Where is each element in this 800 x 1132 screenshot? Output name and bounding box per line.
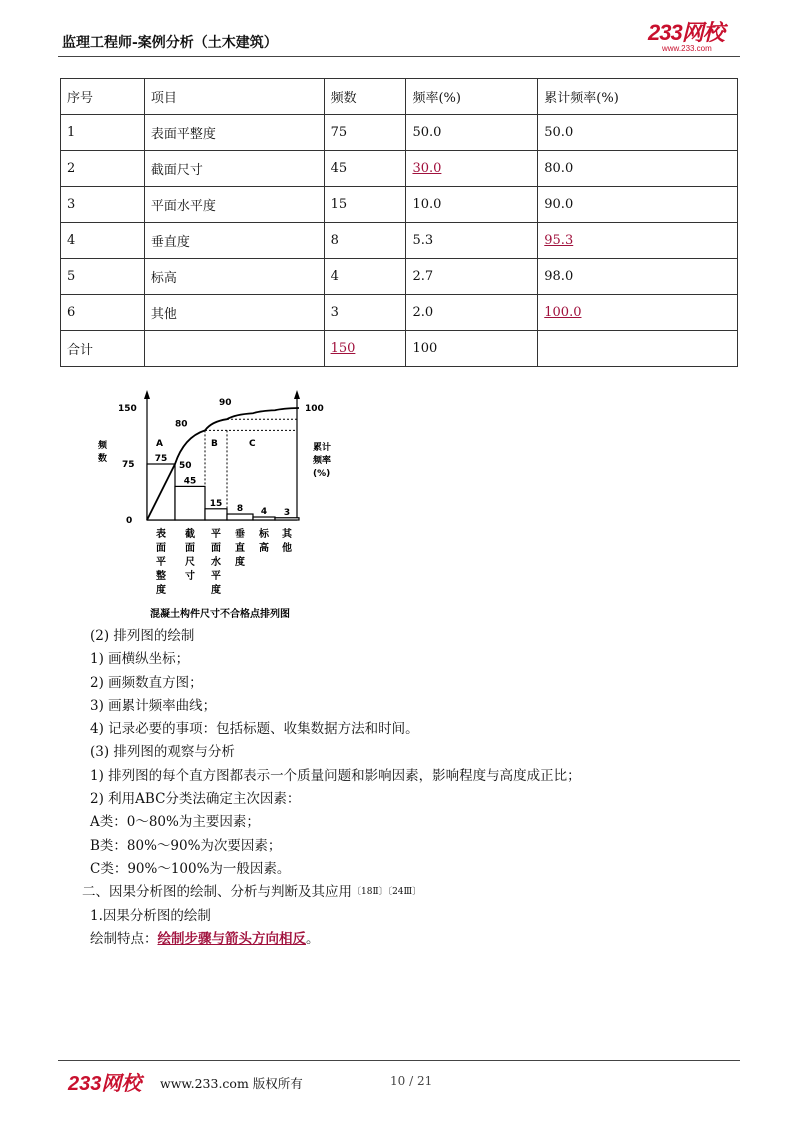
table-cell bbox=[538, 223, 738, 259]
zone-a-label: A bbox=[156, 439, 163, 450]
curve-label-80: 80 bbox=[175, 419, 188, 430]
emphasized-text: 绘制步骤与箭头方向相反 bbox=[157, 930, 306, 947]
table-cell: 截面尺寸 bbox=[144, 151, 324, 187]
text-line: 1.因果分析图的绘制 bbox=[90, 907, 211, 924]
x-tick-label-char: 平 bbox=[211, 571, 221, 582]
table-cell: 2.0 bbox=[406, 295, 538, 331]
bar-6 bbox=[275, 518, 299, 520]
table-cell bbox=[324, 331, 406, 367]
table-cell: 2.7 bbox=[406, 259, 538, 295]
table-row bbox=[61, 295, 738, 331]
curve-label-90: 90 bbox=[219, 398, 232, 409]
bar-2 bbox=[175, 486, 205, 520]
table-header-cell: 频数 bbox=[324, 79, 406, 115]
text-line: 1) 画横纵坐标； bbox=[90, 651, 190, 668]
footer-divider bbox=[58, 1060, 740, 1061]
zone-b-label: B bbox=[211, 439, 218, 450]
table-cell: 8 bbox=[324, 223, 406, 259]
x-tick-label-char: 标 bbox=[259, 529, 269, 540]
bar-5 bbox=[253, 517, 275, 520]
table-cell: 1 bbox=[61, 115, 145, 151]
brand-logo-text: 233网校 bbox=[648, 20, 724, 45]
exam-tag: 〔18Ⅱ〕〔24Ⅲ〕 bbox=[352, 887, 422, 898]
table-row bbox=[61, 259, 738, 295]
highlighted-value: 95.3 bbox=[544, 233, 574, 248]
y-tick-0: 0 bbox=[126, 516, 133, 526]
pareto-chart bbox=[98, 390, 340, 625]
table-cell: 75 bbox=[324, 115, 406, 151]
table-cell: 表面平整度 bbox=[144, 115, 324, 151]
table-cell: 垂直度 bbox=[144, 223, 324, 259]
bar-value-label: 8 bbox=[236, 504, 244, 515]
table-row bbox=[61, 223, 738, 259]
y-tick-right-100: 100 bbox=[305, 404, 324, 414]
table-header-row bbox=[61, 79, 738, 115]
right-axis-label-line: 频率 bbox=[313, 456, 332, 466]
text-line: 2) 画频数直方图； bbox=[90, 674, 203, 691]
highlighted-value: 30.0 bbox=[412, 161, 442, 176]
right-axis-arrow bbox=[294, 390, 300, 399]
table-cell: 50.0 bbox=[406, 115, 538, 151]
table-header-cell: 频率(%) bbox=[406, 79, 538, 115]
table-cell: 10.0 bbox=[406, 187, 538, 223]
text-line: 4) 记录必要的事项：包括标题、收集数据方法和时间。 bbox=[90, 721, 419, 738]
bar-value-label: 4 bbox=[260, 507, 268, 518]
table-cell: 100 bbox=[406, 331, 538, 367]
zone-c-label: C bbox=[249, 439, 256, 450]
page-header-title: 监理工程师-案例分析（土木建筑） bbox=[62, 35, 278, 51]
footer-logo: 233网校 bbox=[68, 1073, 142, 1095]
x-tick-label-char: 面 bbox=[156, 543, 166, 554]
x-tick-label-char: 整 bbox=[156, 571, 166, 582]
x-tick-label-char: 水 bbox=[211, 557, 221, 568]
text-line: B类：80%～90%为次要因素； bbox=[90, 837, 282, 854]
table-cell: 合计 bbox=[61, 331, 145, 367]
text-line: 2) 利用ABC分类法确定主次因素： bbox=[90, 791, 301, 808]
body-text bbox=[82, 625, 581, 951]
y-axis-label-char: 频 bbox=[98, 441, 108, 451]
table-header-cell: 累计频率(%) bbox=[538, 79, 738, 115]
header-divider bbox=[58, 56, 740, 57]
bar-3 bbox=[205, 509, 227, 520]
table-cell: 平面水平度 bbox=[144, 187, 324, 223]
x-tick-label-char: 表 bbox=[156, 529, 166, 540]
pareto-data-table bbox=[60, 78, 738, 367]
text-line: C类：90%～100%为一般因素。 bbox=[90, 860, 291, 877]
table-cell: 4 bbox=[324, 259, 406, 295]
section-heading-text: 二、因果分析图的绘制、分析与判断及其应用 bbox=[82, 884, 352, 901]
table-cell: 2 bbox=[61, 151, 145, 187]
x-tick-label-char: 高 bbox=[259, 543, 269, 554]
table-row bbox=[61, 151, 738, 187]
table-cell: 3 bbox=[324, 295, 406, 331]
table-cell bbox=[406, 151, 538, 187]
table-cell: 标高 bbox=[144, 259, 324, 295]
table-header-cell: 项目 bbox=[144, 79, 324, 115]
table-cell: 45 bbox=[324, 151, 406, 187]
x-tick-label-char: 直 bbox=[235, 543, 245, 554]
table-cell: 5 bbox=[61, 259, 145, 295]
highlighted-value: 100.0 bbox=[544, 305, 582, 320]
text-line: 1) 排列图的每个直方图都表示一个质量问题和影响因素，影响程度与高度成正比； bbox=[90, 767, 581, 784]
table-row bbox=[61, 331, 738, 367]
table-row bbox=[61, 115, 738, 151]
x-tick-label-char: 度 bbox=[156, 585, 166, 596]
x-tick-label-char: 其 bbox=[282, 529, 292, 540]
chart-title: 混凝土构件尺寸不合格点排列图 bbox=[150, 609, 290, 620]
x-tick-label-char: 面 bbox=[211, 543, 221, 554]
brand-logo bbox=[648, 22, 738, 52]
x-tick-label-char: 尺 bbox=[185, 557, 195, 568]
text-prefix: 绘制特点： bbox=[90, 930, 158, 947]
table-cell: 80.0 bbox=[538, 151, 738, 187]
y-axis-label-char: 数 bbox=[98, 454, 108, 464]
brand-logo-url: www.233.com bbox=[662, 44, 712, 53]
table-cell bbox=[538, 295, 738, 331]
curve-label-50: 50 bbox=[179, 461, 192, 471]
x-tick-label-char: 平 bbox=[211, 529, 221, 540]
table-header-cell: 序号 bbox=[61, 79, 145, 115]
text-line: (2) 排列图的绘制 bbox=[90, 628, 195, 644]
x-tick-label-char: 面 bbox=[185, 543, 195, 554]
table-cell: 3 bbox=[61, 187, 145, 223]
x-tick-label-char: 度 bbox=[211, 585, 221, 596]
table-cell: 90.0 bbox=[538, 187, 738, 223]
highlighted-value: 150 bbox=[330, 341, 356, 356]
text-line: A类：0～80%为主要因素； bbox=[90, 814, 260, 831]
page-number: 10 / 21 bbox=[390, 1074, 433, 1088]
table-cell bbox=[144, 331, 324, 367]
right-axis-label-line: (%) bbox=[313, 469, 331, 479]
x-tick-label-char: 度 bbox=[235, 557, 245, 568]
table-cell bbox=[538, 331, 738, 367]
table-row bbox=[61, 187, 738, 223]
text-line: 3) 画累计频率曲线； bbox=[90, 697, 217, 714]
bar-value-label: 45 bbox=[183, 476, 197, 487]
table-cell: 50.0 bbox=[538, 115, 738, 151]
footer-copyright: www.233.com 版权所有 bbox=[160, 1076, 303, 1091]
right-axis-label-line: 累计 bbox=[313, 443, 332, 453]
text-line bbox=[90, 928, 581, 951]
x-tick-label-char: 垂 bbox=[235, 529, 245, 540]
y-tick-75: 75 bbox=[122, 460, 135, 470]
table-cell: 4 bbox=[61, 223, 145, 259]
table-cell: 5.3 bbox=[406, 223, 538, 259]
bar-4 bbox=[227, 514, 253, 520]
x-tick-label-char: 他 bbox=[282, 543, 292, 554]
bar-value-label: 15 bbox=[209, 498, 223, 509]
x-tick-label-char: 截 bbox=[185, 529, 195, 540]
left-axis-arrow bbox=[144, 390, 150, 399]
x-tick-label-char: 寸 bbox=[185, 571, 195, 582]
table-cell: 其他 bbox=[144, 295, 324, 331]
y-tick-150: 150 bbox=[118, 404, 137, 414]
bar-value-label: 75 bbox=[154, 454, 168, 464]
table-cell: 98.0 bbox=[538, 259, 738, 295]
text-line: (3) 排列图的观察与分析 bbox=[90, 744, 235, 761]
table-cell: 6 bbox=[61, 295, 145, 331]
table-cell: 15 bbox=[324, 187, 406, 223]
bar-value-label: 3 bbox=[283, 507, 291, 518]
text-suffix: 。 bbox=[306, 930, 320, 947]
section-heading bbox=[82, 881, 581, 904]
x-tick-label-char: 平 bbox=[156, 557, 166, 568]
